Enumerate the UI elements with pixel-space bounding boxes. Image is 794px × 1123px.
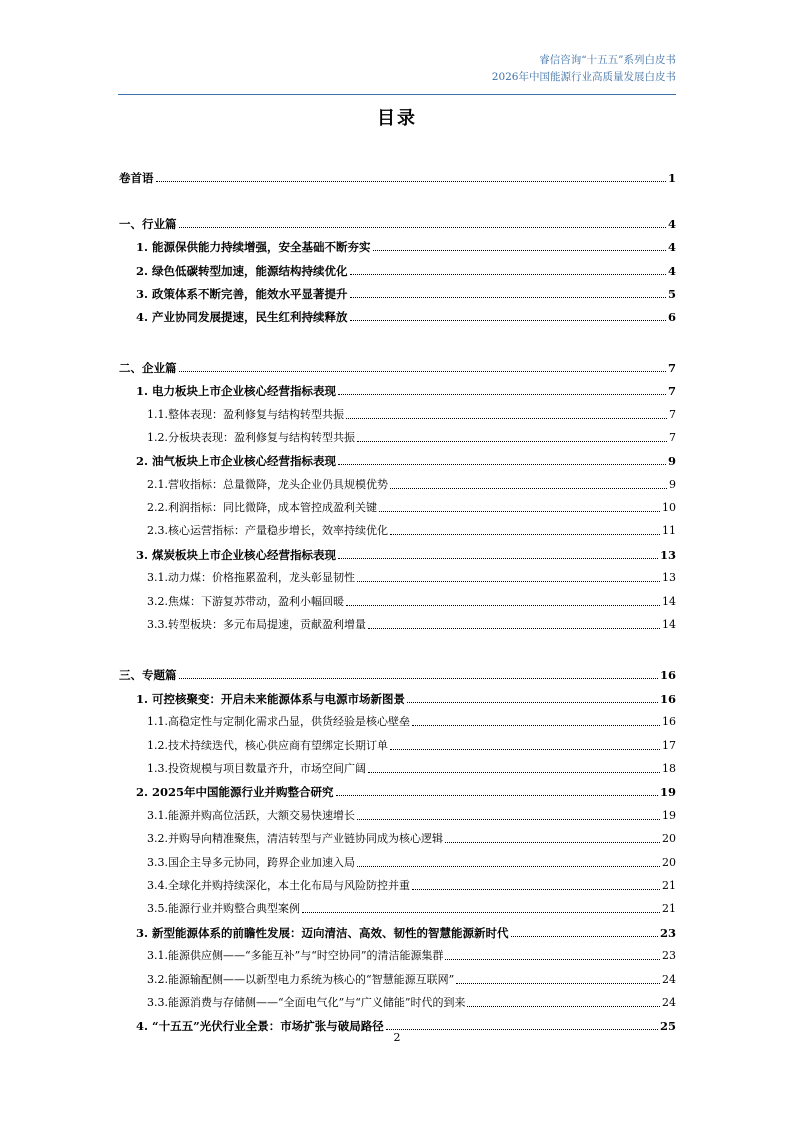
toc-subentry[interactable]: [119, 987, 676, 1010]
page-title: 目录: [377, 108, 417, 129]
toc-part-topics[interactable]: [119, 659, 676, 682]
header-report-title: 2026年中国能源行业高质量发展白皮书: [491, 71, 676, 83]
toc-leader-dots: [338, 464, 666, 465]
toc-subentry[interactable]: [119, 940, 676, 963]
toc-leader-dots: [368, 628, 660, 629]
table-of-contents: [119, 162, 676, 1033]
toc-entry-label: 3.3.国企主导多元协同，跨界企业加速入局: [147, 855, 355, 869]
toc-entry-label: 3.1.能源供应侧——“多能互补”与“时空协同”的清洁能源集群: [147, 949, 444, 963]
toc-entry[interactable]: [119, 1010, 676, 1033]
toc-entry-page: 21: [662, 878, 676, 892]
toc-entry-page: 16: [659, 691, 676, 706]
toc-leader-dots: [350, 274, 666, 275]
toc-entry-label: 3.1.动力煤：价格拖累盈利，龙头彰显韧性: [147, 571, 355, 585]
toc-entry-label: 1.1.整体表现：盈利修复与结构转型共振: [147, 407, 344, 421]
toc-entry-label: 3.2.焦煤：下游复苏带动，盈利小幅回暖: [147, 594, 344, 608]
toc-subentry[interactable]: [119, 515, 676, 538]
toc-entry-label: 1. 电力板块上市企业核心经营指标表现: [136, 384, 337, 399]
toc-entry[interactable]: [119, 254, 676, 277]
toc-entry-page: 1: [667, 171, 676, 186]
toc-part-industry[interactable]: [119, 207, 676, 230]
toc-leader-dots: [179, 227, 666, 228]
toc-entry-label: 2.3.核心运营指标：产量稳步增长，效率持续优化: [147, 524, 388, 538]
page-number: 2: [393, 1031, 401, 1044]
toc-entry-page: 18: [662, 761, 676, 775]
toc-leader-dots: [338, 558, 658, 559]
toc-entry[interactable]: [119, 776, 676, 799]
toc-entry-page: 23: [659, 925, 676, 940]
toc-subentry[interactable]: [119, 870, 676, 893]
toc-leader-dots: [346, 418, 667, 419]
toc-leader-dots: [357, 581, 660, 582]
toc-entry-label: 3.4.全球化并购持续深化，本土化布局与风险防控并重: [147, 878, 410, 892]
toc-leader-dots: [390, 488, 667, 489]
toc-subentry[interactable]: [119, 846, 676, 869]
toc-entry[interactable]: [119, 278, 676, 301]
toc-entry-label: 4. 产业协同发展提速，民生红利持续释放: [136, 310, 348, 325]
toc-leader-dots: [179, 371, 666, 372]
toc-entry-page: 20: [662, 832, 676, 846]
toc-entry-label: 2.1.营收指标：总量微降，龙头企业仍具规模优势: [147, 477, 388, 491]
toc-leader-dots: [350, 320, 666, 321]
toc-entry-page: 16: [662, 715, 676, 729]
toc-leader-dots: [379, 511, 660, 512]
toc-leader-dots: [346, 605, 660, 606]
toc-subentry[interactable]: [119, 799, 676, 822]
toc-entry-label: 3. 政策体系不断完善，能效水平显著提升: [136, 286, 348, 301]
toc-entry-page: 6: [667, 310, 676, 325]
toc-entry-preface[interactable]: [119, 162, 676, 185]
toc-entry-page: 7: [667, 384, 676, 399]
toc-entry-label: 3. 新型能源体系的前瞻性发展：迈向清洁、高效、韧性的智慧能源新时代: [136, 925, 509, 940]
toc-entry-page: 24: [662, 972, 676, 986]
toc-entry-label: 3.5.能源行业并购整合典型案例: [147, 902, 300, 916]
toc-entry-page: 7: [669, 407, 676, 421]
toc-entry-label: 3.3.转型板块：多元布局提速，贡献盈利增量: [147, 618, 366, 632]
toc-subentry[interactable]: [119, 492, 676, 515]
toc-entry-label: 3.2.能源输配侧——以新型电力系统为核心的“智慧能源互联网”: [147, 972, 455, 986]
toc-leader-dots: [390, 534, 660, 535]
toc-entry-page: 11: [662, 524, 676, 538]
toc-entry-page: 4: [667, 216, 676, 231]
toc-entry-page: 13: [659, 547, 676, 562]
toc-leader-dots: [156, 181, 666, 182]
running-header: [492, 52, 676, 86]
toc-entry-page: 9: [667, 454, 676, 469]
toc-entry-page: 17: [662, 738, 676, 752]
toc-entry-page: 7: [669, 430, 676, 444]
toc-entry-label: 2.2.利润指标：同比微降，成本管控成盈利关键: [147, 501, 377, 515]
toc-leader-dots: [368, 772, 660, 773]
toc-part-enterprise[interactable]: [119, 351, 676, 374]
toc-entry[interactable]: [119, 301, 676, 324]
toc-entry[interactable]: [119, 375, 676, 398]
toc-entry-page: 5: [667, 286, 676, 301]
toc-leader-dots: [350, 297, 666, 298]
toc-subentry[interactable]: [119, 562, 676, 585]
toc-leader-dots: [302, 912, 660, 913]
toc-subentry[interactable]: [119, 893, 676, 916]
toc-subentry[interactable]: [119, 468, 676, 491]
toc-entry-page: 14: [662, 618, 676, 632]
toc-entry-label: 2. 2025年中国能源行业并购整合研究: [136, 785, 334, 800]
toc-entry-page: 7: [667, 360, 676, 375]
toc-leader-dots: [407, 702, 658, 703]
toc-entry-page: 21: [662, 902, 676, 916]
toc-leader-dots: [373, 250, 666, 251]
toc-leader-dots: [357, 866, 660, 867]
toc-entry-label: 1.1.高稳定性与定制化需求凸显，供货经验是核心壁垒: [147, 715, 410, 729]
toc-subentry[interactable]: [119, 823, 676, 846]
toc-entry-label: 2. 油气板块上市企业核心经营指标表现: [136, 454, 337, 469]
toc-entry[interactable]: [119, 231, 676, 254]
toc-leader-dots: [467, 1006, 660, 1007]
toc-entry[interactable]: [119, 538, 676, 561]
toc-subentry[interactable]: [119, 753, 676, 776]
toc-entry-label: 卷首语: [119, 171, 154, 186]
header-series-title: 睿信咨询“十五五”系列白皮书: [539, 54, 676, 66]
toc-entry-label: 1.2.技术持续迭代，核心供应商有望绑定长期订单: [147, 738, 388, 752]
toc-entry-page: 19: [659, 785, 676, 800]
toc-entry-label: 二、企业篇: [119, 360, 177, 375]
toc-entry-page: 16: [659, 668, 676, 683]
toc-leader-dots: [357, 819, 660, 820]
toc-entry-page: 24: [662, 995, 676, 1009]
toc-entry-label: 3.2.并购导向精准聚焦，清洁转型与产业链协同成为核心逻辑: [147, 832, 443, 846]
toc-entry-label: 3. 煤炭板块上市企业核心经营指标表现: [136, 547, 337, 562]
toc-entry-page: 19: [662, 808, 676, 822]
toc-entry-label: 2. 绿色低碳转型加速，能源结构持续优化: [136, 263, 348, 278]
toc-leader-dots: [357, 441, 667, 442]
toc-subentry[interactable]: [119, 422, 676, 445]
toc-entry-page: 9: [669, 477, 676, 491]
toc-leader-dots: [445, 959, 660, 960]
toc-entry-page: 4: [667, 240, 676, 255]
toc-entry-label: 1. 能源保供能力持续增强，安全基础不断夯实: [136, 240, 371, 255]
toc-subentry[interactable]: [119, 729, 676, 752]
toc-entry-label: 一、行业篇: [119, 216, 177, 231]
toc-entry-label: 4. “十五五”光伏行业全景：市场扩张与破局路径: [136, 1019, 384, 1034]
toc-entry-label: 3.1.能源并购高位活跃，大额交易快速增长: [147, 808, 355, 822]
toc-leader-dots: [511, 936, 658, 937]
toc-entry[interactable]: [119, 445, 676, 468]
toc-leader-dots: [336, 795, 658, 796]
toc-entry-page: 14: [662, 594, 676, 608]
toc-entry[interactable]: [119, 682, 676, 705]
toc-subentry[interactable]: [119, 398, 676, 421]
toc-entry-label: 1. 可控核聚变：开启未来能源体系与电源市场新图景: [136, 691, 406, 706]
toc-entry-label: 3.3.能源消费与存储侧——“全面电气化”与“广义储能”时代的到来: [147, 995, 466, 1009]
toc-entry-page: 13: [662, 571, 676, 585]
toc-subentry[interactable]: [119, 585, 676, 608]
toc-leader-dots: [390, 749, 660, 750]
toc-entry-page: 4: [667, 263, 676, 278]
toc-leader-dots: [338, 394, 666, 395]
toc-leader-dots: [179, 678, 658, 679]
toc-leader-dots: [412, 725, 660, 726]
toc-entry-label: 1.2.分板块表现：盈利修复与结构转型共振: [147, 430, 355, 444]
toc-entry-page: 25: [659, 1019, 676, 1034]
toc-entry-page: 20: [662, 855, 676, 869]
toc-leader-dots: [445, 842, 660, 843]
toc-leader-dots: [412, 889, 660, 890]
toc-subentry[interactable]: [119, 609, 676, 632]
toc-entry-label: 三、专题篇: [119, 668, 177, 683]
toc-entry-label: 1.3.投资规模与项目数量齐升，市场空间广阔: [147, 761, 366, 775]
toc-entry-page: 23: [662, 949, 676, 963]
toc-subentry[interactable]: [119, 706, 676, 729]
toc-leader-dots: [456, 983, 660, 984]
header-divider: [118, 94, 676, 95]
toc-entry-page: 10: [662, 501, 676, 515]
toc-subentry[interactable]: [119, 963, 676, 986]
toc-entry[interactable]: [119, 916, 676, 939]
